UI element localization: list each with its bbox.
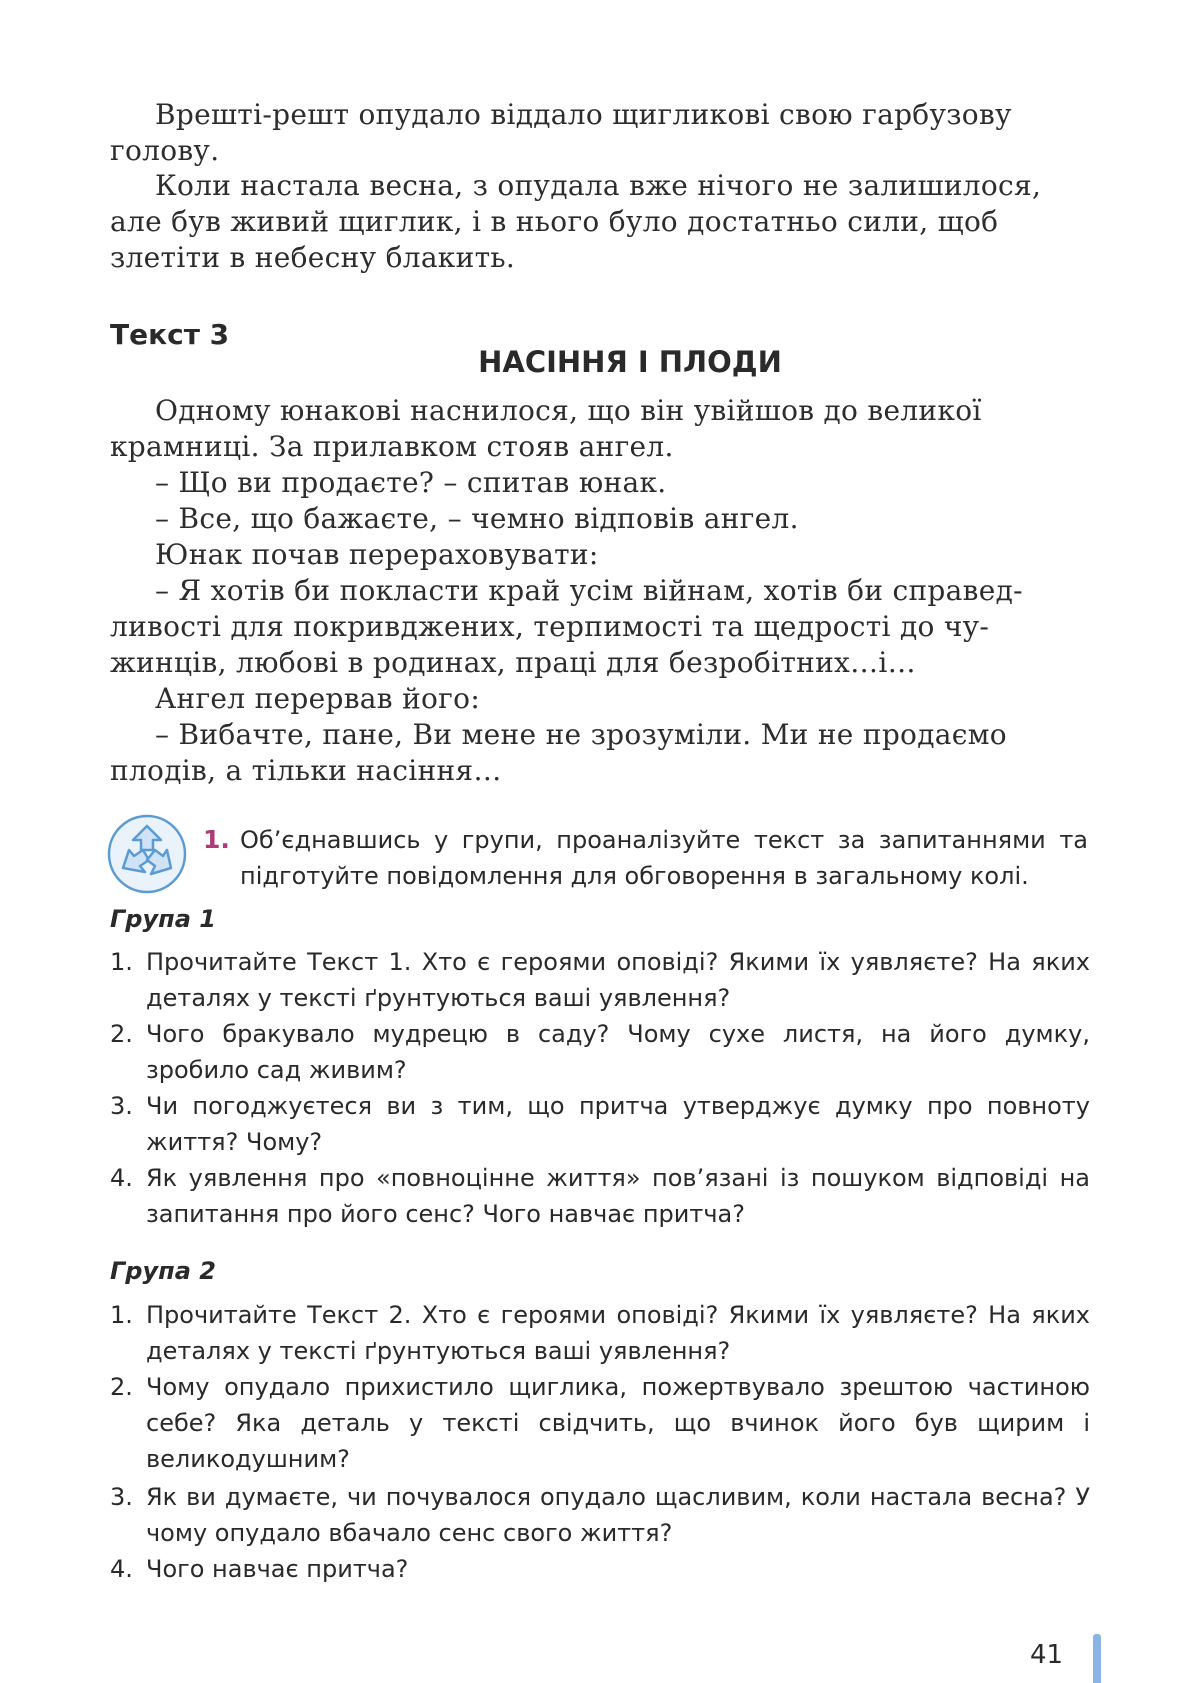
story-line: Коли настала весна, з опудала вже нічого не залишилося,: [155, 169, 1042, 202]
question-item: [110, 944, 1090, 1016]
question-number: 3.: [110, 1092, 133, 1120]
story-line: ливості для покривджених, терпимості та щедрості до чу-: [110, 610, 990, 643]
question-text: Чи погоджуєтеся ви з тим, що притча утверджує думку про повноту життя? Чому?: [146, 1092, 1090, 1156]
question-number: 1.: [110, 948, 133, 976]
story-line: – Що ви продаєте? – спитав юнак.: [155, 466, 667, 499]
story-title: НАСІННЯ І ПЛОДИ: [478, 345, 782, 379]
story-line: плодів, а тільки насіння…: [110, 754, 502, 787]
story-line: але був живий щиглик, і в нього було достатньо сили, щоб: [110, 205, 999, 238]
story-line: жинців, любові в родинах, праці для безробітних…і…: [110, 646, 916, 679]
story-line: Юнак почав перераховувати:: [155, 538, 599, 571]
question-text: Чого навчає притча?: [146, 1555, 409, 1583]
question-number: 2.: [110, 1373, 133, 1401]
question-text: Прочитайте Текст 2. Хто є героями оповіді? Якими їх уявляєте? На яких деталях у тексті ґрунтуються ваші уявлення?: [146, 1301, 1090, 1365]
question-text: Як уявлення про «повноцінне життя» пов’язані із пошуком відповіді на запитання про його сенс? Чого навчає притча?: [146, 1164, 1090, 1228]
story-line: – Я хотів би покласти край усім війнам, хотів би справед-: [155, 574, 1023, 607]
question-item: [110, 1160, 1090, 1232]
story-line: крамниці. За прилавком стояв ангел.: [110, 430, 674, 463]
group-work-icon: [105, 812, 189, 896]
question-item: [110, 1479, 1090, 1551]
group-heading: Група 2: [110, 1257, 216, 1285]
story-line: – Все, що бажаєте, – чемно відповів ангел.: [155, 502, 799, 535]
question-number: 2.: [110, 1020, 133, 1048]
question-item: [110, 1016, 1090, 1088]
text-number-label: Текст 3: [110, 318, 230, 351]
question-text: Чому опудало прихистило щиглика, пожертвувало зрештою частиною себе? Яка деталь у тексті свідчить, що вчинок його був щирим і великодушним?: [146, 1373, 1090, 1473]
question-number: 3.: [110, 1483, 133, 1511]
question-item: [110, 1297, 1090, 1369]
question-item: [110, 1369, 1090, 1477]
story-line: – Вибачте, пане, Ви мене не зрозуміли. Ми не продаємо: [155, 718, 1007, 751]
story-line: злетіти в небесну блакить.: [110, 241, 516, 274]
question-text: Чого бракувало мудрецю в саду? Чому сухе листя, на його думку, зробило сад живим?: [146, 1020, 1090, 1084]
question-item: [110, 1551, 1090, 1587]
story-line: Ангел перервав його:: [155, 682, 481, 715]
group-heading: Група 1: [110, 905, 216, 933]
task-instruction: Об’єднавшись у групи, проаналізуйте текст за запитаннями та підготуйте повідомлення для обговорення в загальному колі.: [240, 826, 1088, 890]
story-line: голову.: [110, 134, 220, 167]
story-line: Врешті-решт опудало віддало щигликові свою гарбузову: [155, 98, 1012, 131]
question-text: Прочитайте Текст 1. Хто є героями оповіді? Якими їх уявляєте? На яких деталях у тексті ґрунтуються ваші уявлення?: [146, 948, 1090, 1012]
story-line: Одному юнакові наснилося, що він увійшов до великої: [155, 394, 982, 427]
question-number: 4.: [110, 1164, 133, 1192]
page-number: 41: [1030, 1640, 1064, 1670]
page-edge-marker: [1093, 1634, 1101, 1683]
question-number: 1.: [110, 1301, 133, 1329]
task-number: 1.: [203, 825, 230, 854]
question-item: [110, 1088, 1090, 1160]
question-number: 4.: [110, 1555, 133, 1583]
question-text: Як ви думаєте, чи почувалося опудало щасливим, коли настала весна? У чому опудало вбачало сенс свого життя?: [146, 1483, 1090, 1547]
